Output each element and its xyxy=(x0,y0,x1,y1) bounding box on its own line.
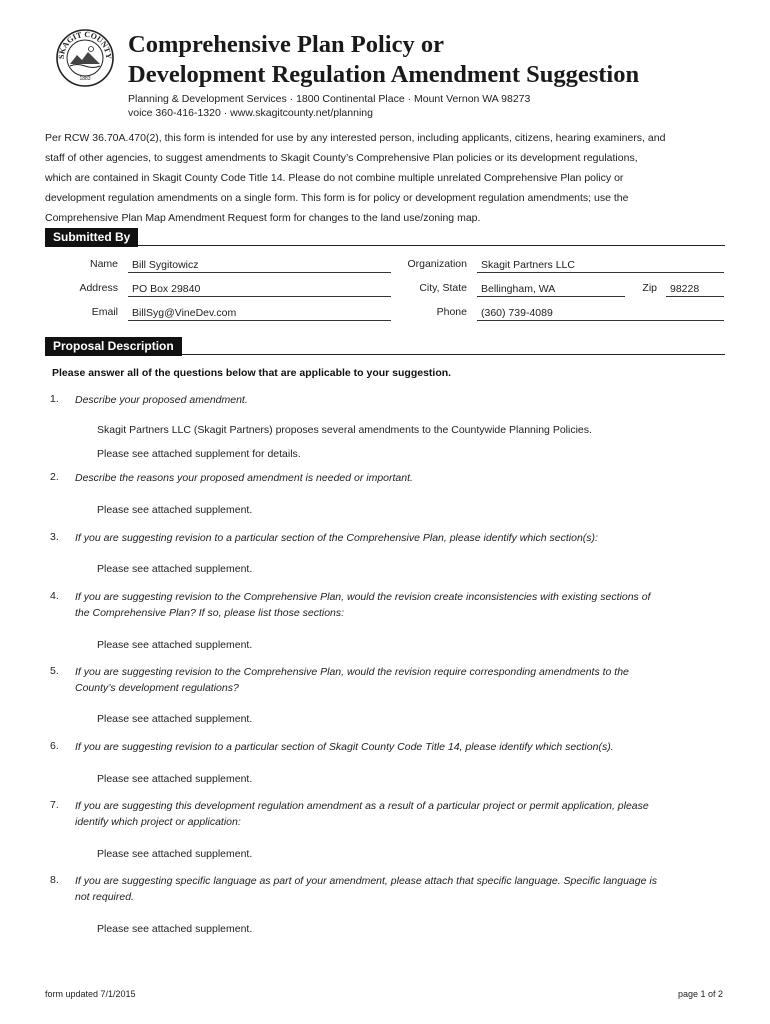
seal-year: 1883 xyxy=(79,76,91,82)
answer-field[interactable]: Please see attached supplement. xyxy=(97,563,253,575)
question-number: 3. xyxy=(50,531,59,543)
email-field[interactable]: BillSyg@VineDev.com xyxy=(128,306,391,321)
question-line: If you are suggesting revision to a particular section of Skagit County Code Title 14, please identify which section(s). xyxy=(75,741,614,753)
department-contact: voice 360-416-1320 · www.skagitcounty.net/planning xyxy=(128,107,373,119)
question-line: identify which project or application: xyxy=(75,816,241,828)
page-title xyxy=(128,30,639,90)
phone-label: Phone xyxy=(436,306,467,318)
question-line: County’s development regulations? xyxy=(75,682,239,694)
proposal-description-section xyxy=(45,337,725,355)
question-line: Describe the reasons your proposed amendment is needed or important. xyxy=(75,472,413,484)
question-text xyxy=(75,798,725,830)
proposal-instruction: Please answer all of the questions below that are applicable to your suggestion. xyxy=(52,367,452,379)
name-label: Name xyxy=(89,258,118,270)
question-line: If you are suggesting specific language as part of your amendment, please attach that specific language. Specific language is xyxy=(75,875,657,887)
answer-field[interactable]: Please see attached supplement. xyxy=(97,848,253,860)
title-line-1: Comprehensive Plan Policy or xyxy=(128,31,444,58)
answer-field[interactable]: Please see attached supplement for details. xyxy=(97,448,301,460)
organization-label: Organization xyxy=(407,258,467,270)
question-text xyxy=(75,392,725,408)
question-number: 7. xyxy=(50,799,59,811)
intro-line: staff of other agencies, to suggest amendments to Skagit County’s Comprehensive Plan policies or its development regulations, xyxy=(45,152,638,164)
question-text xyxy=(75,739,725,755)
question-number: 2. xyxy=(50,471,59,483)
phone-field[interactable]: (360) 739-4089 xyxy=(477,306,724,321)
city-state-field[interactable]: Bellingham, WA xyxy=(477,282,625,297)
question-line: If you are suggesting revision to the Comprehensive Plan, would the revision create inconsistencies with existing sections of xyxy=(75,591,651,603)
answer-field[interactable]: Please see attached supplement. xyxy=(97,504,253,516)
seal-text: SKAGIT COUNTY xyxy=(56,29,114,60)
answer-field[interactable]: Please see attached supplement. xyxy=(97,773,253,785)
organization-field[interactable]: Skagit Partners LLC xyxy=(477,258,724,273)
email-label: Email xyxy=(91,306,118,318)
intro-paragraph xyxy=(45,128,730,228)
zip-field[interactable]: 98228 xyxy=(666,282,724,297)
address-field[interactable]: PO Box 29840 xyxy=(128,282,391,297)
question-line: the Comprehensive Plan? If so, please list those sections: xyxy=(75,607,345,619)
question-text xyxy=(75,873,725,905)
proposal-description-heading: Proposal Description xyxy=(45,337,182,356)
question-text xyxy=(75,664,725,696)
department-address: Planning & Development Services · 1800 Continental Place · Mount Vernon WA 98273 xyxy=(128,93,531,105)
svg-text:SKAGIT COUNTY xyxy=(57,30,113,60)
city-state-label: City, State xyxy=(419,282,467,294)
page-number: page 1 of 2 xyxy=(678,989,724,999)
question-number: 1. xyxy=(50,393,59,405)
question-text xyxy=(75,470,725,486)
answer-field[interactable]: Skagit Partners LLC (Skagit Partners) proposes several amendments to the Countywide Planning Policies. xyxy=(97,424,592,436)
form-updated-date: form updated 7/1/2015 xyxy=(45,989,136,999)
intro-line: development regulation amendments on a single form. This form is for policy or development regulation amendments; use the xyxy=(45,192,629,204)
question-line: Describe your proposed amendment. xyxy=(75,394,248,406)
question-line: If you are suggesting revision to a particular section of the Comprehensive Plan, please identify which section(s): xyxy=(75,532,598,544)
zip-label: Zip xyxy=(642,282,657,294)
question-text xyxy=(75,530,725,546)
question-line: If you are suggesting revision to the Comprehensive Plan, would the revision require corresponding amendments to the xyxy=(75,666,629,678)
question-number: 4. xyxy=(50,590,59,602)
answer-field[interactable]: Please see attached supplement. xyxy=(97,713,253,725)
answer-field[interactable]: Please see attached supplement. xyxy=(97,639,253,651)
question-line: not required. xyxy=(75,891,134,903)
submitted-by-heading: Submitted By xyxy=(45,228,138,247)
title-line-2: Development Regulation Amendment Suggestion xyxy=(128,61,640,88)
address-label: Address xyxy=(79,282,118,294)
question-line: If you are suggesting this development regulation amendment as a result of a particular project or permit application, please xyxy=(75,800,649,812)
intro-line: Per RCW 36.70A.470(2), this form is intended for use by any interested person, including applicants, citizens, hearing examiners, and xyxy=(45,132,666,144)
question-text xyxy=(75,589,725,621)
skagit-county-seal-icon xyxy=(55,28,115,88)
question-number: 5. xyxy=(50,665,59,677)
name-field[interactable]: Bill Sygitowicz xyxy=(128,258,391,273)
intro-line: Comprehensive Plan Map Amendment Request form for changes to the land use/zoning map. xyxy=(45,212,481,224)
question-number: 8. xyxy=(50,874,59,886)
submitted-by-section xyxy=(45,228,725,246)
intro-line: which are contained in Skagit County Code Title 14. Please do not combine multiple unrelated Comprehensive Plan policy or xyxy=(45,172,624,184)
question-number: 6. xyxy=(50,740,59,752)
answer-field[interactable]: Please see attached supplement. xyxy=(97,923,253,935)
